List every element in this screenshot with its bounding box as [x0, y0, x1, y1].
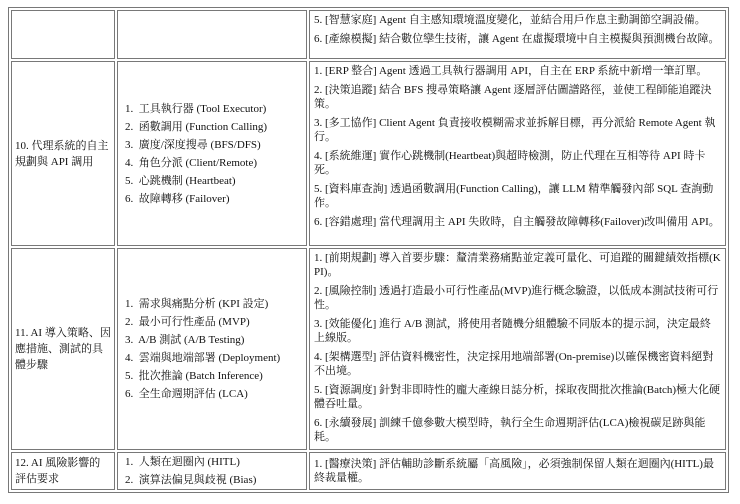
concept-item: 5. 心跳機制 (Heartbeat) [125, 174, 236, 187]
concept-item: 1. 人類在迴圈內 (HITL) [125, 456, 240, 468]
example-paragraph: 3. [效能優化] 進行 A/B 測試，將使用者隨機分組體驗不同版本的提示詞，決定最終上線版。 [314, 318, 711, 344]
example-paragraph: 4. [系統維運] 實作心跳機制(Heartbeat)與超時檢測，防止代理在互相等待 API 時卡死。 [314, 150, 706, 176]
topic-cell [12, 62, 114, 245]
examples-cell [310, 249, 725, 449]
example-paragraph: 3. [多工協作] Client Agent 負責接收模糊需求並拆解目標，再分派給 Remote Agent 執行。 [314, 117, 716, 143]
document-page [0, 7, 740, 504]
concept-item: 3. 廣度/深度搜尋 (BFS/DFS) [125, 138, 261, 151]
concept-item: 5. 批次推論 (Batch Inference) [125, 370, 263, 382]
example-paragraph: 1. [前期規劃] 導入首要步驟：釐清業務痛點並定義可量化、可追蹤的關鍵績效指標(KPI)。 [314, 252, 721, 278]
concept-item: 2. 函數調用 (Function Calling) [125, 120, 268, 133]
topic-cell [12, 249, 114, 449]
example-paragraph: 5. [資料庫查詢] 透過函數調用(Function Calling)，讓 LLM 精準觸發內部 SQL 查詢動作。 [314, 183, 714, 209]
examples-cell [310, 453, 725, 489]
example-paragraph: 5. [智慧家庭] Agent 自主感知環境溫度變化，並結合用戶作息主動調節空調設備。 [314, 14, 706, 26]
concepts-cell [118, 453, 306, 489]
topic-text: 11. AI 導入策略、因應措施、測試的具體步驟 [15, 327, 111, 371]
concept-item: 3. A/B 測試 (A/B Testing) [125, 334, 245, 346]
concept-item: 1. 需求與痛點分析 (KPI 設定) [125, 298, 269, 310]
topic-cell [12, 453, 114, 489]
concepts-cell [118, 62, 306, 245]
concept-item: 1. 工具執行器 (Tool Executor) [125, 102, 267, 115]
concept-item: 4. 雲端與地端部署 (Deployment) [125, 352, 281, 364]
concept-item: 6. 全生命週期評估 (LCA) [125, 388, 248, 400]
example-paragraph: 2. [決策追蹤] 結合 BFS 搜尋策略讓 Agent 逐層評估圖譜路徑，並使工程師能追蹤決策。 [314, 84, 712, 110]
table-row [11, 248, 726, 450]
example-paragraph: 1. [醫療決策] 評估輔助診斷系統屬「高風險」，必須強制保留人類在迴圈內(HITL)最終裁量權。 [314, 458, 714, 484]
example-paragraph: 5. [資源調度] 針對非即時性的龐大產線日誌分析，採取夜間批次推論(Batch)極大化硬體吞吐量。 [314, 384, 721, 410]
examples-cell [310, 62, 725, 245]
example-paragraph: 2. [風險控制] 透過打造最小可行性產品(MVP)進行概念驗證，以低成本測試技術可行性。 [314, 285, 719, 311]
topic-text: 12. AI 風險影響的評估要求 [15, 457, 101, 485]
concept-item: 2. 演算法偏見與歧視 (Bias) [125, 474, 257, 486]
concepts-cell [118, 11, 306, 58]
example-paragraph: 6. [容錯處理] 當代理調用主 API 失敗時，自主觸發故障轉移(Failover)改叫備用 API。 [314, 216, 720, 228]
concepts-cell [118, 249, 306, 449]
example-paragraph: 6. [產線模擬] 結合數位孿生技術，讓 Agent 在虛擬環境中自主模擬與預測機台故障。 [314, 33, 720, 45]
example-paragraph: 4. [架構選型] 評估資料機密性，決定採用地端部署(On-premise)以確保機密資料絕對不出境。 [314, 351, 714, 377]
table-row [11, 10, 726, 59]
example-paragraph: 1. [ERP 整合] Agent 透過工具執行器調用 API，自主在 ERP 系統中新增一筆訂單。 [314, 65, 708, 77]
table-row [11, 452, 726, 490]
examples-cell [310, 11, 725, 58]
content-table [8, 7, 729, 493]
table-row [11, 61, 726, 246]
example-paragraph: 6. [永續發展] 訓練千億參數大模型時，執行全生命週期評估(LCA)檢視碳足跡與能耗。 [314, 417, 706, 443]
concept-item: 6. 故障轉移 (Failover) [125, 192, 230, 205]
concept-item: 4. 角色分派 (Client/Remote) [125, 156, 257, 169]
concept-item: 2. 最小可行性產品 (MVP) [125, 316, 250, 328]
topic-cell [12, 11, 114, 58]
topic-text: 10. 代理系統的自主規劃與 API 調用 [15, 139, 109, 168]
